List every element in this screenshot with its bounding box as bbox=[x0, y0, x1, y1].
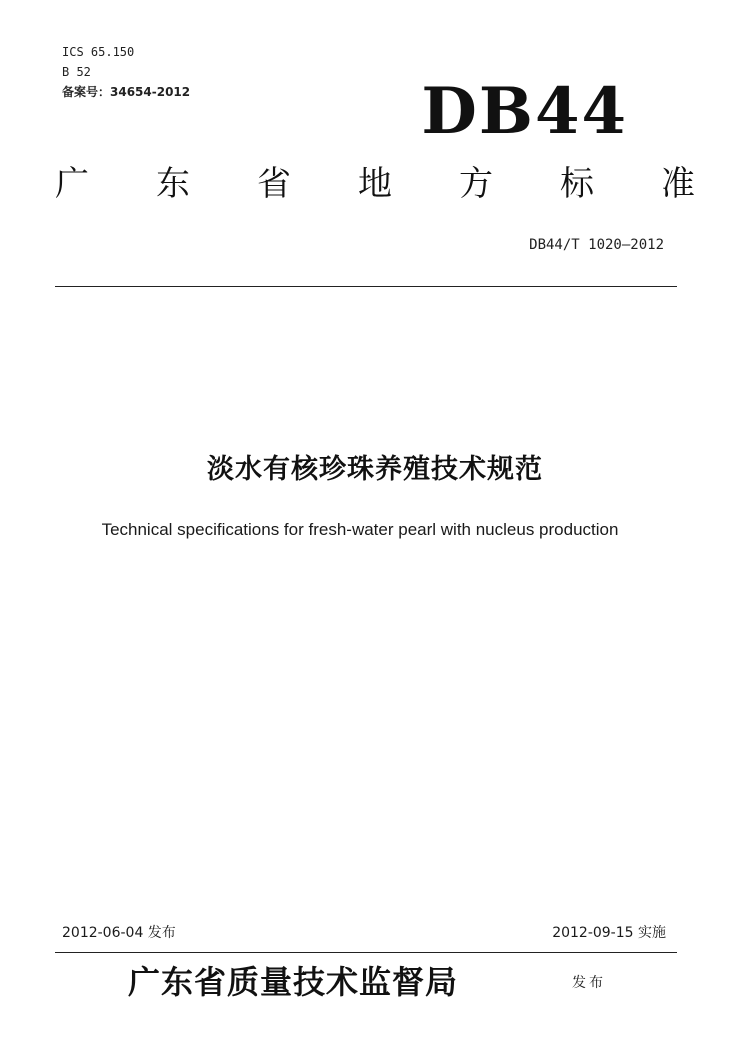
title-chinese: 淡水有核珍珠养殖技术规范 bbox=[207, 454, 543, 485]
issue-date: 2012-06-04 发布 bbox=[62, 925, 176, 941]
bottom-divider bbox=[55, 952, 677, 953]
issuing-authority: 广东省质量技术监督局 bbox=[128, 963, 459, 1001]
standard-type-char: 地 bbox=[358, 164, 392, 204]
standard-type-char: 东 bbox=[156, 164, 190, 204]
issuer-suffix: 发布 bbox=[572, 975, 606, 991]
standard-type-char: 广 bbox=[55, 164, 89, 204]
standard-type-heading bbox=[55, 162, 695, 206]
standard-code: DB44/T 1020—2012 bbox=[529, 237, 664, 253]
top-divider bbox=[55, 286, 677, 287]
standard-type-char: 方 bbox=[459, 164, 493, 204]
title-english: Technical specifications for fresh-water pearl with nucleus production bbox=[101, 520, 619, 539]
ccs-code: B 52 bbox=[62, 65, 91, 79]
implementation-date: 2012-09-15 实施 bbox=[552, 925, 666, 941]
standard-type-char: 标 bbox=[560, 164, 594, 204]
standard-type-char: 准 bbox=[661, 164, 695, 204]
db44-logo: DB44 bbox=[421, 74, 628, 149]
ics-code: ICS 65.150 bbox=[62, 45, 135, 59]
record-number: 备案号：34654-2012 bbox=[62, 85, 191, 99]
standard-type-char: 省 bbox=[257, 164, 291, 204]
